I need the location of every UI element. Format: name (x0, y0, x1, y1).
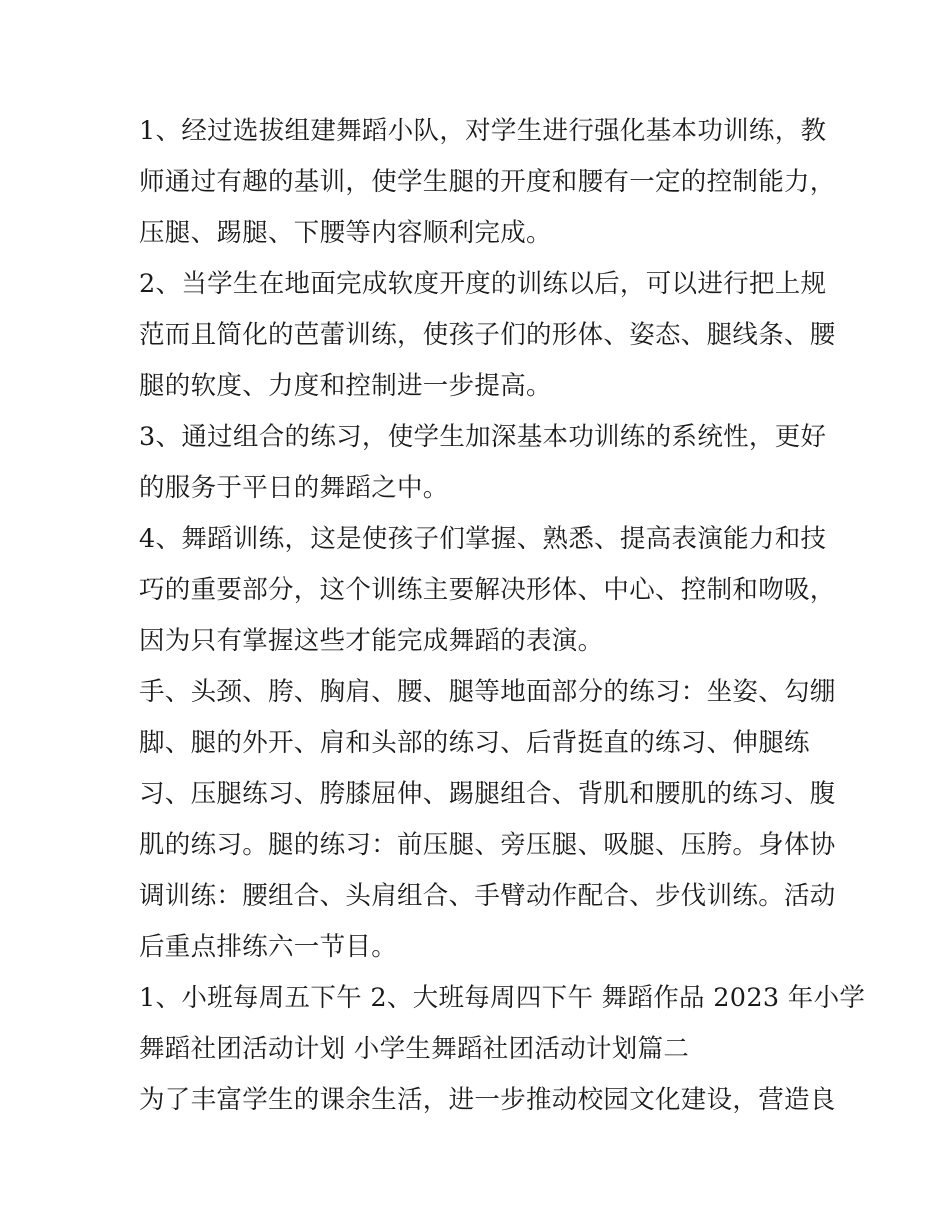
text-line: 1、小班每周五下午 2、大班每周四下午 舞蹈作品 2023 年小学 (139, 983, 866, 1013)
paragraph-floor-exercises (139, 667, 836, 973)
text-line: 3、通过组合的练习，使学生加深基本功训练的系统性，更好 (139, 422, 827, 452)
text-line: 舞蹈社团活动计划 小学生舞蹈社团活动计划篇二 (139, 1034, 690, 1064)
paragraph-plan-intro (139, 1075, 836, 1126)
text-line: 肌的练习。腿的练习：前压腿、旁压腿、吸腿、压胯。身体协 (139, 830, 836, 860)
document-body (139, 106, 866, 1126)
text-line: 师通过有趣的基训，使学生腿的开度和腰有一定的控制能力， (139, 167, 836, 197)
text-line: 2、当学生在地面完成软度开度的训练以后，可以进行把上规 (139, 269, 827, 299)
paragraph-training-4 (139, 514, 836, 667)
text-line: 手、头颈、胯、胸肩、腰、腿等地面部分的练习：坐姿、勾绷 (139, 677, 836, 707)
text-line: 腿的软度、力度和控制进一步提高。 (139, 371, 552, 401)
paragraph-training-1 (139, 106, 836, 259)
text-line: 巧的重要部分，这个训练主要解决形体、中心、控制和吻吸， (139, 575, 836, 605)
text-line: 4、舞蹈训练，这是使孩子们掌握、熟悉、提高表演能力和技 (139, 524, 827, 554)
text-line: 压腿、踢腿、下腰等内容顺利完成。 (139, 218, 552, 248)
text-line: 习、压腿练习、胯膝屈伸、踢腿组合、背肌和腰肌的练习、腹 (139, 779, 836, 809)
text-line: 脚、腿的外开、肩和头部的练习、后背挺直的练习、伸腿练 (139, 728, 810, 758)
text-line: 的服务于平日的舞蹈之中。 (139, 473, 449, 503)
paragraph-training-3 (139, 412, 829, 514)
text-line: 为了丰富学生的课余生活，进一步推动校园文化建设，营造良 (139, 1085, 836, 1115)
text-line: 因为只有掌握这些才能完成舞蹈的表演。 (139, 626, 604, 656)
text-line: 后重点排练六一节目。 (139, 932, 398, 962)
paragraph-training-2 (139, 259, 836, 412)
paragraph-schedule (139, 973, 866, 1075)
text-line: 1、经过选拔组建舞蹈小队，对学生进行强化基本功训练，教 (139, 116, 827, 146)
text-line: 范而且简化的芭蕾训练，使孩子们的形体、姿态、腿线条、腰 (139, 320, 836, 350)
text-line: 调训练：腰组合、头肩组合、手臂动作配合、步伐训练。活动 (139, 881, 836, 911)
